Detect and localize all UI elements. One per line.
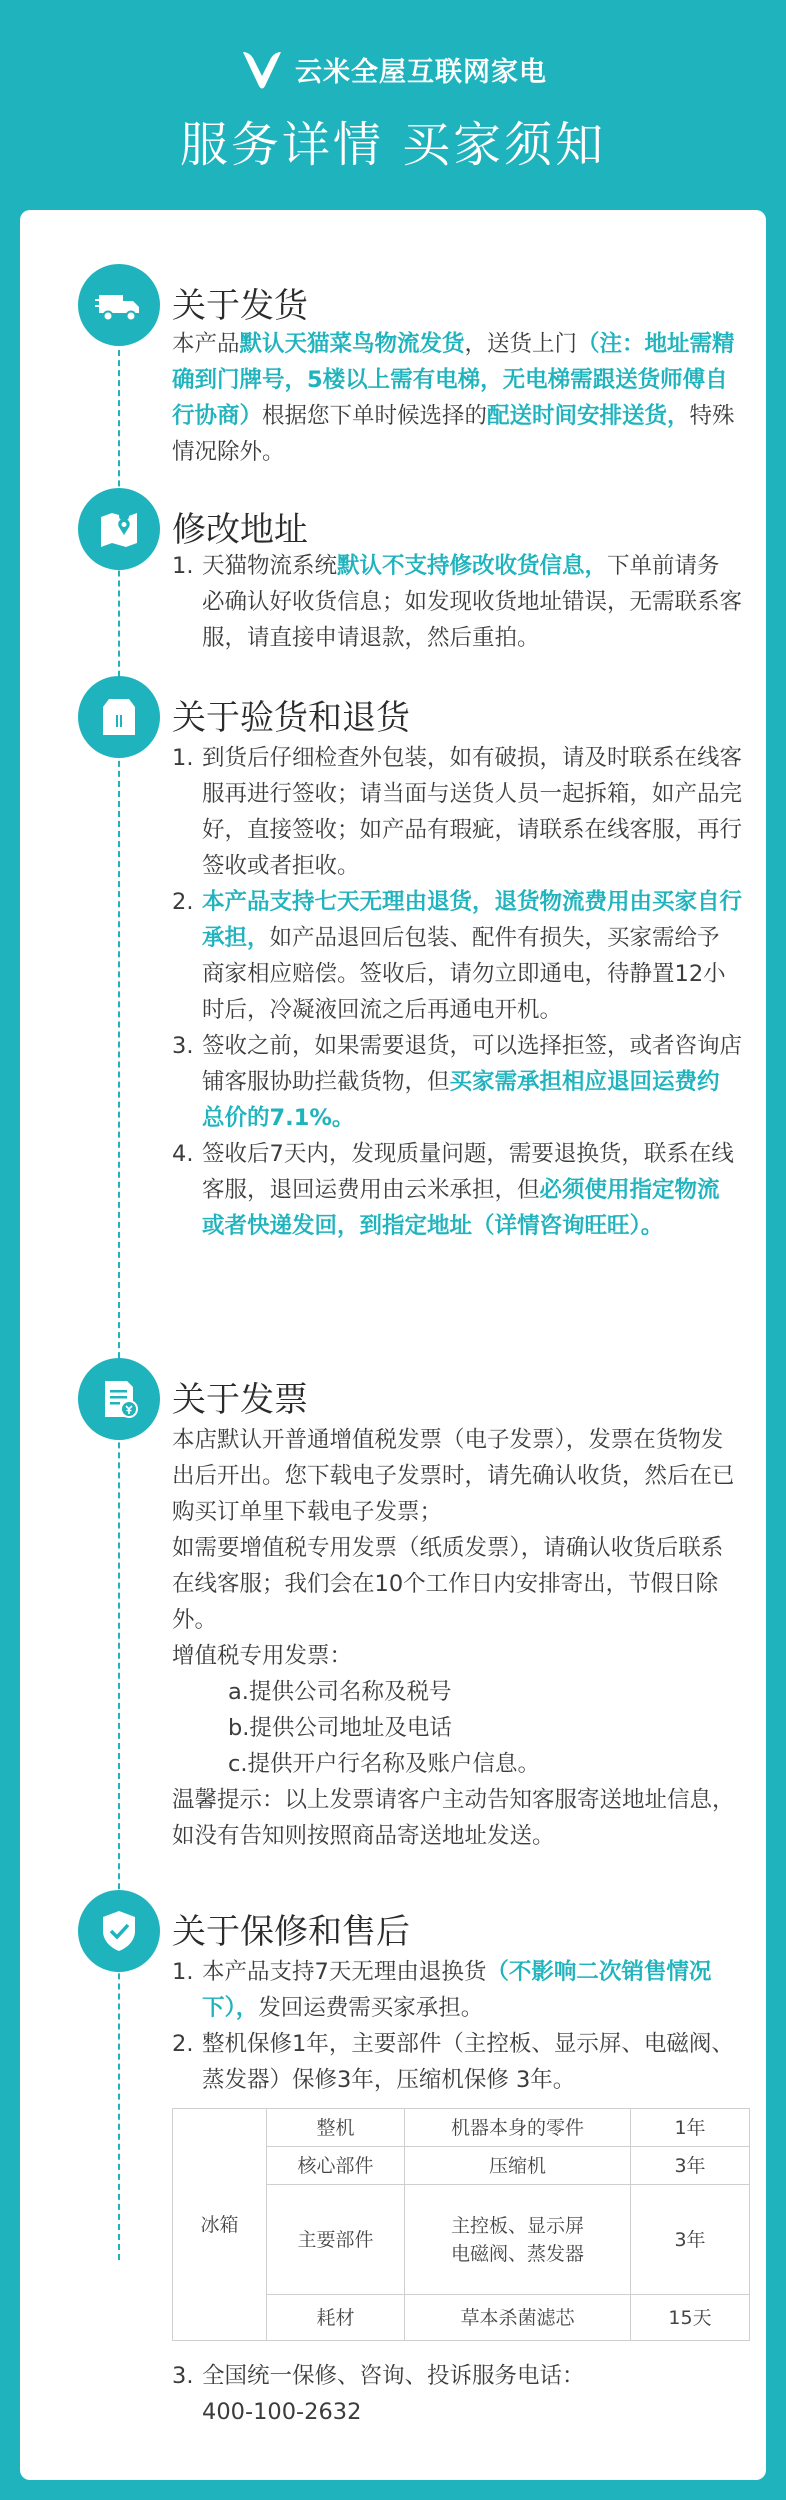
table-cell: 草本杀菌滤芯 xyxy=(405,2295,631,2341)
highlight-text: （注：地址需精确到门牌号，5楼以上需有电梯，无电梯需跟送货师傅自行协商） xyxy=(172,331,735,429)
table-cell-product: 冰箱 xyxy=(173,2109,267,2341)
list-item xyxy=(172,1028,742,1136)
text: 特殊情况除外。 xyxy=(172,403,735,465)
text: 下单前请务必确认好收货信息；如发现收货地址错误，无需联系客服，请直接申请退款，然后重拍。 xyxy=(202,553,743,651)
warranty-table xyxy=(172,2108,750,2341)
list-item xyxy=(172,884,742,1028)
table-cell: 耗材 xyxy=(267,2295,405,2341)
package-icon xyxy=(78,676,160,758)
yunmi-logo-icon xyxy=(239,46,285,92)
list-text: 整机保修1年，主要部件（主控板、显示屏、电磁阀、蒸发器）保修3年，压缩机保修 3年。 xyxy=(202,2031,734,2093)
text: ，送货上门 xyxy=(464,331,578,357)
invoice-icon xyxy=(78,1358,160,1440)
section-title: 修改地址 xyxy=(172,510,308,550)
list-number: 3. xyxy=(172,1033,194,1059)
table-cell: 1年 xyxy=(631,2109,750,2147)
highlight-text: 本产品支持七天无理由退货，退货物流费用由买家自行承担， xyxy=(202,889,743,951)
list-number: 2. xyxy=(172,889,194,915)
table-cell xyxy=(405,2185,631,2295)
inspection-list xyxy=(172,740,742,1244)
text: 如产品退回后包装、配件有损失，买家需给予商家相应赔偿。签收后，请勿立即通电，待静置12小时后，冷凝液回流之后再通电开机。 xyxy=(202,925,726,1023)
list-number: 1. xyxy=(172,745,194,771)
list-number: 3. xyxy=(172,2363,194,2389)
section-body xyxy=(172,326,742,470)
highlight-text: 默认天猫菜鸟物流发货 xyxy=(239,331,465,357)
page-title: 服务详情 买家须知 xyxy=(179,117,607,173)
list-item xyxy=(172,548,742,656)
sub-item: c.提供开户行名称及账户信息。 xyxy=(228,1751,541,1777)
delivery-truck-icon xyxy=(78,264,160,346)
list-text: 到货后仔细检查外包装，如有破损，请及时联系在线客服再进行签收；请当面与送货人员一起拆箱，如产品完好，直接签收；如产品有瑕疵，请联系在线客服，再行签收或者拒收。 xyxy=(202,745,743,879)
text: 发回运费需买家承担。 xyxy=(258,1995,484,2021)
paragraph: 温馨提示：以上发票请客户主动告知客服寄送地址信息，如没有告知则按照商品寄送地址发送。 xyxy=(172,1787,735,1849)
shield-check-icon xyxy=(78,1890,160,1972)
paragraph: 本店默认开普通增值税发票（电子发票），发票在货物发出后开出。您下载电子发票时，请先确认收货，然后在已购买订单里下载电子发票； xyxy=(172,1427,735,1525)
table-cell: 压缩机 xyxy=(405,2147,631,2185)
list-item xyxy=(172,2026,742,2098)
table-cell: 15天 xyxy=(631,2295,750,2341)
brand xyxy=(0,0,786,92)
paragraph: 如需要增值税专用发票（纸质发票），请确认收货后联系在线客服；我们会在10个工作日内安排寄出，节假日除外。 xyxy=(172,1535,724,1633)
table-cell: 3年 xyxy=(631,2147,750,2185)
text: 根据您下单时候选择的 xyxy=(262,403,488,429)
section-title: 关于保修和售后 xyxy=(172,1912,410,1952)
text: 签收之前，如果需要退货，可以选择拒签，或者咨询店铺客服协助拦截货物，但 xyxy=(202,1033,743,1095)
list-text xyxy=(202,548,742,656)
list-item xyxy=(172,740,742,884)
highlight-text: 默认不支持修改收货信息， xyxy=(337,553,608,579)
list-item xyxy=(172,1136,742,1244)
list-text xyxy=(202,2358,742,2430)
list-item xyxy=(172,1954,742,2026)
table-cell: 机器本身的零件 xyxy=(405,2109,631,2147)
text: 天猫物流系统 xyxy=(202,553,338,579)
phone-number: 400-100-2632 xyxy=(202,2399,362,2425)
page-header xyxy=(0,0,786,208)
highlight-text: 必须使用指定物流或者快递发回，到指定地址（详情咨询旺旺）。 xyxy=(202,1177,720,1239)
map-pin-icon xyxy=(78,488,160,570)
list-text xyxy=(202,1028,742,1136)
text: 本产品 xyxy=(172,331,240,357)
list-number: 1. xyxy=(172,1959,194,1985)
highlight-text: （不影响二次销售情况下）， xyxy=(202,1959,712,2021)
table-row xyxy=(173,2109,750,2147)
list-item xyxy=(172,2358,742,2430)
text: 全国统一保修、咨询、投诉服务电话： xyxy=(202,2363,585,2389)
list-number: 2. xyxy=(172,2031,194,2057)
table-cell-line: 主控板、显示屏 xyxy=(450,2214,584,2237)
list-text xyxy=(202,1136,742,1244)
table-cell-line: 电磁阀、蒸发器 xyxy=(450,2242,584,2265)
section-title: 关于验货和退货 xyxy=(172,698,410,738)
list-number: 1. xyxy=(172,553,194,579)
warranty-list xyxy=(172,1954,742,2098)
brand-name: 云米全屋互联网家电 xyxy=(295,56,547,88)
section-body xyxy=(172,1422,742,1854)
paragraph: 增值税专用发票： xyxy=(172,1643,353,1669)
sub-item: a.提供公司名称及税号 xyxy=(228,1679,452,1705)
sub-item: b.提供公司地址及电话 xyxy=(228,1715,452,1741)
address-list xyxy=(172,548,742,656)
section-title: 关于发票 xyxy=(172,1380,308,1420)
table-cell: 主要部件 xyxy=(267,2185,405,2295)
text: 本产品支持7天无理由退换货 xyxy=(202,1959,487,1985)
highlight-text: 买家需承担相应退回运费约总价的7.1%。 xyxy=(202,1069,720,1131)
warranty-list-contact xyxy=(172,2358,742,2430)
section-title: 关于发货 xyxy=(172,286,308,326)
list-text xyxy=(202,1954,742,2026)
table-cell: 核心部件 xyxy=(267,2147,405,2185)
list-number: 4. xyxy=(172,1141,194,1167)
table-cell: 3年 xyxy=(631,2185,750,2295)
highlight-text: 配送时间安排送货， xyxy=(487,403,690,429)
text: 签收后7天内，发现质量问题，需要退换货，联系在线客服，退回运费用由云米承担，但 xyxy=(202,1141,734,1203)
table-cell: 整机 xyxy=(267,2109,405,2147)
content-card xyxy=(20,210,766,2480)
list-text xyxy=(202,884,742,1028)
